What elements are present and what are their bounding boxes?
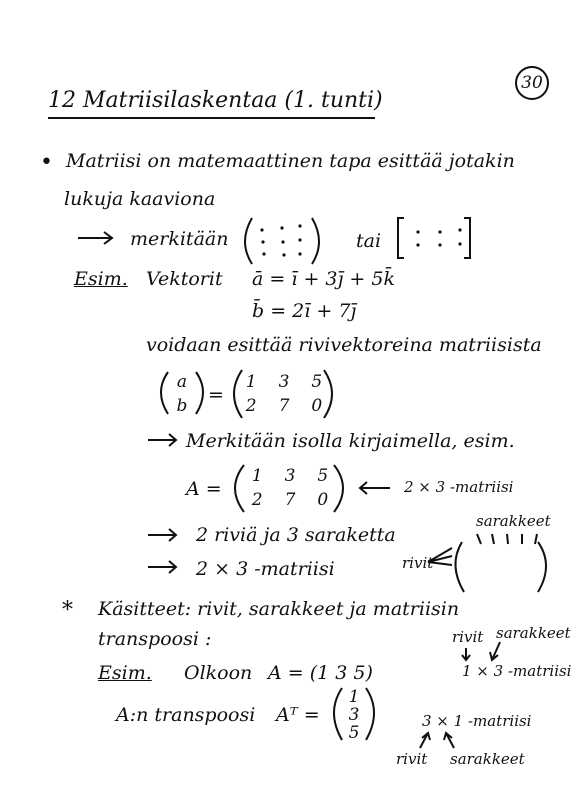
matrix-AT-cell: 3 — [348, 705, 360, 725]
matrix-ab-cell: 5 — [311, 372, 323, 392]
rivit-label: rivit — [402, 554, 434, 572]
vector-b: b̄ = 2ī + 7j̄ — [252, 300, 357, 322]
AT-equals: Aᵀ = — [276, 704, 320, 726]
matrix-A-cell: 0 — [317, 490, 329, 510]
sarakkeet-bottom: sarakkeet — [450, 750, 525, 768]
intro-line-2: lukuja kaaviona — [64, 188, 216, 210]
rivit-bottom: rivit — [396, 750, 428, 768]
matrix-ab-cell: 0 — [311, 396, 323, 416]
merkitaan-isolla-text: Merkitään isolla kirjaimella, esim. — [186, 430, 515, 452]
matrix-ab-cell: 7 — [278, 396, 290, 416]
ab-b: b — [176, 396, 188, 416]
matrix-A-cell: 2 — [251, 490, 263, 510]
ab-a: a — [176, 372, 188, 392]
star-icon: * — [62, 598, 73, 623]
esim-label-2: Esim. — [98, 662, 152, 684]
matrix-ab — [244, 370, 324, 418]
esim-label: Esim. — [74, 268, 128, 290]
matrix-ab-cell: 2 — [245, 396, 257, 416]
matrix-AT-cell: 5 — [348, 723, 360, 743]
rivit-small: rivit — [452, 628, 484, 646]
page-number: 30 — [515, 66, 549, 100]
matrix-A-cell: 7 — [284, 490, 296, 510]
kasitteet-line-2: transpoosi : — [98, 628, 212, 650]
tai-text: tai — [356, 230, 382, 252]
equals-sign: = — [208, 384, 224, 406]
intro-line-1: Matriisi on matemaattinen tapa esittää jotakin — [66, 150, 515, 172]
size-note-2x3-b: 2 × 3 -matriisi — [196, 558, 335, 580]
bullet-icon: • — [40, 150, 53, 175]
matrix-A-cell: 1 — [251, 466, 263, 486]
olkoon-A: A = (1 3 5) — [268, 662, 373, 684]
matrix-A — [246, 464, 334, 512]
ab-column — [168, 370, 196, 418]
size-note-3x1: 3 × 1 -matriisi — [422, 712, 532, 730]
A-equals: A = — [186, 478, 222, 500]
matrix-A-cell: 5 — [317, 466, 329, 486]
matrix-ab-cell: 1 — [245, 372, 257, 392]
kasitteet-line-1: Käsitteet: rivit, sarakkeet ja matriisin — [98, 598, 460, 620]
vector-a: ā = ī + 3j̄ + 5k̄ — [252, 268, 395, 290]
page-title: 12 Matriisilaskentaa (1. tunti) — [48, 88, 383, 113]
matrix-AT-cell: 1 — [348, 687, 360, 707]
sarakkeet-small: sarakkeet — [496, 624, 571, 642]
matrix-ab-cell: 3 — [278, 372, 290, 392]
vektorit-label: Vektorit — [146, 268, 223, 290]
rows-cols-text: 2 riviä ja 3 saraketta — [196, 524, 396, 546]
size-note-2x3: 2 × 3 -matriisi — [404, 478, 514, 496]
merkitaan-text: merkitään — [130, 228, 229, 250]
voidaan-text: voidaan esittää rivivektoreina matriisista — [146, 334, 542, 356]
sarakkeet-label: sarakkeet — [476, 512, 551, 530]
size-note-1x3: 1 × 3 -matriisi — [462, 662, 572, 680]
olkoon-text: Olkoon — [184, 662, 253, 684]
matrix-A-cell: 3 — [284, 466, 296, 486]
transpoosi-label: A:n transpoosi — [116, 704, 256, 726]
matrix-AT — [342, 688, 366, 742]
